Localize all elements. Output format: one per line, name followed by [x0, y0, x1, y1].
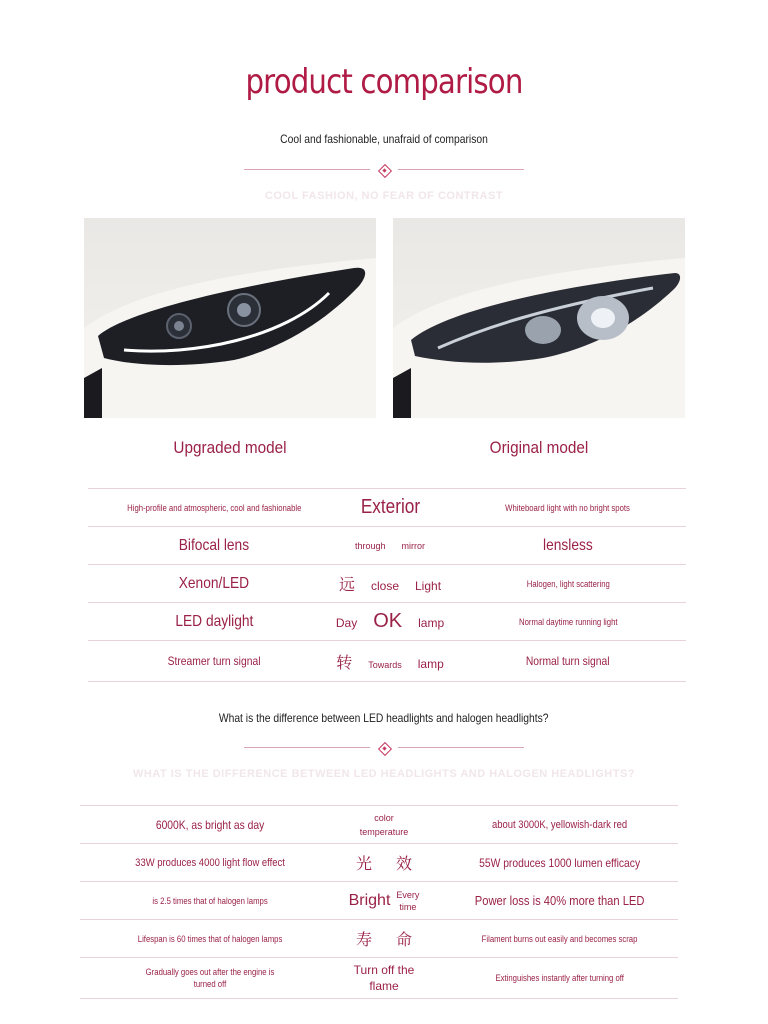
difference-row — [80, 881, 678, 919]
row-right-text: Extinguishes instantly after turning off — [495, 973, 625, 983]
row-mid-text: Light — [415, 579, 442, 593]
row-mid-text: OK — [373, 610, 403, 632]
row-mid-text: Bright — [348, 891, 391, 909]
row-left-text: LED daylight — [174, 612, 254, 630]
row-right-text: about 3000K, yellowish-dark red — [492, 818, 628, 831]
row-right-text: Normal turn signal — [526, 654, 610, 668]
row-mid-text: time — [399, 901, 417, 912]
comparison-row — [88, 488, 686, 526]
comparison-row — [88, 526, 686, 564]
row-right-text: Whiteboard light with no bright spots — [505, 502, 631, 513]
row-left-text: 33W produces 4000 light flow effect — [135, 856, 285, 869]
row-right-text: Power loss is 40% more than LED — [475, 893, 645, 908]
row-mid-text: 远 — [338, 577, 355, 594]
difference-row — [80, 919, 678, 957]
row-mid-text: lamp — [417, 656, 444, 671]
row-mid-text: 效 — [396, 856, 413, 873]
row-left-text: Lifespan is 60 times that of halogen lamps — [137, 933, 283, 944]
row-mid-text: 转 — [336, 654, 353, 672]
row-left-text: Xenon/LED — [178, 574, 250, 592]
upgraded-model-label: Upgraded model — [173, 438, 287, 457]
row-left-text: Bifocal lens — [178, 536, 250, 554]
row-mid-text: 光 — [355, 856, 372, 873]
row-mid-text: color — [374, 812, 394, 823]
row-right-text: Halogen, light scattering — [526, 578, 610, 589]
row-left-text: Streamer turn signal — [167, 654, 261, 668]
page-subtitle: Cool and fashionable, unafraid of comparison — [280, 132, 488, 146]
row-left-text: 6000K, as bright as day — [155, 817, 265, 832]
row-mid-text: Day — [335, 616, 358, 630]
section-divider — [244, 741, 524, 755]
diamond-icon — [377, 741, 391, 755]
diamond-icon — [377, 163, 391, 177]
question-heading — [0, 711, 768, 725]
comparison-row — [88, 564, 686, 602]
row-mid-text: through — [354, 540, 386, 551]
row-right-text: Filament burns out easily and becomes scrap — [482, 933, 638, 944]
row-mid-text: 寿 — [355, 932, 372, 949]
row-mid-text: Turn off the — [353, 963, 415, 977]
difference-row — [80, 843, 678, 881]
original-headlight-photo — [393, 218, 685, 418]
comparison-row — [88, 602, 686, 640]
row-right-text: Normal daytime running light — [518, 616, 618, 627]
row-mid-text: Towards — [368, 659, 402, 670]
row-mid-text: temperature — [359, 826, 409, 837]
row-left-text: High-profile and atmospheric, cool and fashionable — [126, 502, 302, 513]
row-left-text: Gradually goes out after the engine is turned off — [145, 967, 275, 989]
row-right-text: lensless — [543, 536, 593, 554]
row-mid-text: flame — [369, 979, 399, 993]
ghost-caption: COOL FASHION, NO FEAR OF CONTRAST — [264, 190, 504, 202]
row-mid-text: Exterior — [360, 496, 420, 518]
row-mid-text: close — [370, 579, 399, 593]
difference-row — [80, 805, 678, 843]
row-mid-text: lamp — [418, 616, 445, 630]
row-mid-text: Every — [396, 889, 420, 900]
comparison-row — [88, 640, 686, 682]
row-mid-text: 命 — [396, 932, 413, 949]
upgraded-headlight-photo — [84, 218, 376, 418]
row-left-text: is 2.5 times that of halogen lamps — [152, 895, 268, 906]
difference-row — [80, 957, 678, 999]
page-title: product comparison — [245, 62, 523, 102]
row-right-text: 55W produces 1000 lumen efficacy — [479, 855, 641, 870]
section-divider — [244, 163, 524, 177]
question-text: What is the difference between LED headlights and halogen headlights? — [219, 711, 549, 725]
row-mid-text: mirror — [401, 540, 426, 551]
original-model-label: Original model — [489, 438, 589, 457]
ghost-caption: WHAT IS THE DIFFERENCE BETWEEN LED HEADLIGHTS AND HALOGEN HEADLIGHTS? — [133, 768, 635, 780]
